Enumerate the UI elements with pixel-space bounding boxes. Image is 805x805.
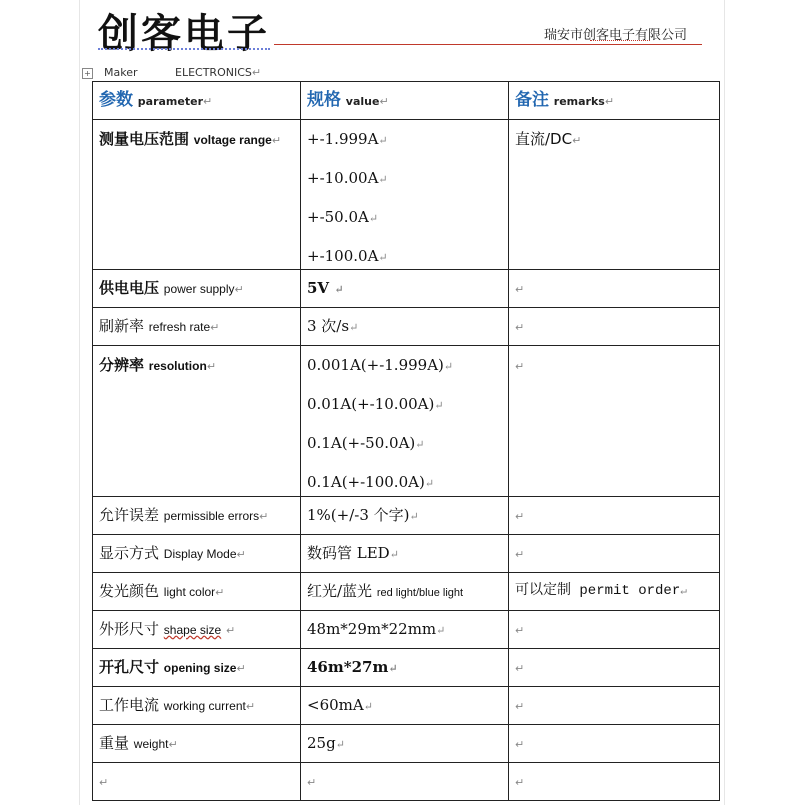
value-cell: 数码管 LED↵ [301,535,509,573]
value-cell: 48m*29m*22mm↵ [301,611,509,649]
table-row-empty [93,763,720,801]
param-cell: 允许误差 permissible errors↵ [93,497,301,535]
value-cell: ↵ [301,763,509,801]
param-cell: 刷新率 refresh rate↵ [93,308,301,346]
remark-cell: ↵ [509,346,720,497]
header-rule [274,44,702,45]
spec-table [92,81,720,801]
remark-cell: 直流/DC↵ [509,120,720,270]
param-cell: 重量 weight↵ [93,725,301,763]
param-cell: 工作电流 working current↵ [93,687,301,725]
value-cell: 5V ↵ [301,270,509,308]
remark-cell: ↵ [509,649,720,687]
value-cell: +-1.999A↵ +-10.00A↵ +-50.0A↵ +-100.0A↵ [301,120,509,270]
param-cell: 发光颜色 light color↵ [93,573,301,611]
remark-cell: ↵ [509,611,720,649]
table-row [93,573,720,611]
remark-cell: ↵ [509,270,720,308]
value-cell: 25g↵ [301,725,509,763]
subtitle-electronics: ELECTRONICS↵ [175,66,262,79]
value-cell: 3 次/s↵ [301,308,509,346]
param-cell: 分辨率 resolution↵ [93,346,301,497]
subtitle-maker: Maker [104,66,138,79]
param-cell: 测量电压范围 voltage range↵ [93,120,301,270]
table-row [93,649,720,687]
param-cell: 外形尺寸 shape size ↵ [93,611,301,649]
table-row [93,725,720,763]
value-cell: 1%(+/-3 个字)↵ [301,497,509,535]
table-row [93,270,720,308]
param-cell: 显示方式 Display Mode↵ [93,535,301,573]
table-row [93,346,720,497]
brand-title: 创客电子 [98,10,270,57]
remark-cell: ↵ [509,497,720,535]
table-move-handle-icon[interactable]: + [82,68,93,79]
table-row [93,611,720,649]
param-cell: ↵ [93,763,301,801]
spellcheck-underline [98,48,270,50]
table-row [93,120,720,270]
table-row [93,308,720,346]
value-cell: 46m*27m↵ [301,649,509,687]
header-remarks: 备注 remarks↵ [509,82,720,120]
company-name: 瑞安市创客电子有限公司 [544,28,688,43]
table-row [93,687,720,725]
remark-cell: ↵ [509,308,720,346]
table-row [93,497,720,535]
table-row [93,535,720,573]
spellcheck-underline [590,40,650,41]
remark-cell: ↵ [509,763,720,801]
value-cell: 0.001A(+-1.999A)↵ 0.01A(+-10.00A)↵ 0.1A(+-50.0A)↵ 0.1A(+-100.0A)↵ [301,346,509,497]
header-parameter: 参数 parameter↵ [93,82,301,120]
param-cell: 供电电压 power supply↵ [93,270,301,308]
remark-cell: ↵ [509,725,720,763]
value-cell: <60mA↵ [301,687,509,725]
value-cell: 红光/蓝光 red light/blue light [301,573,509,611]
remark-cell: ↵ [509,535,720,573]
remark-cell: ↵ [509,687,720,725]
table-header-row [93,82,720,120]
remark-cell: 可以定制 permit order↵ [509,573,720,611]
header-value: 规格 value↵ [301,82,509,120]
param-cell: 开孔尺寸 opening size↵ [93,649,301,687]
